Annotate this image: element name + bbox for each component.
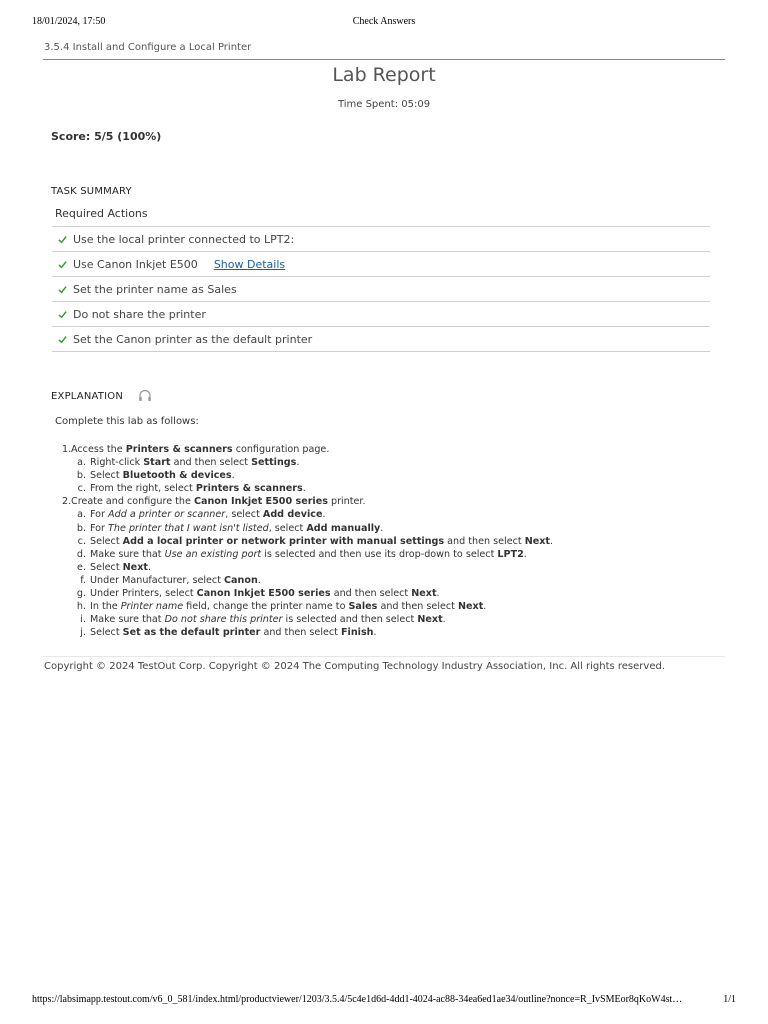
step-text-fragment: Bluetooth & devices (122, 470, 232, 482)
substep-letter: e. (77, 561, 86, 573)
step-text-fragment: . (147, 561, 152, 573)
step-text-fragment: . (550, 535, 554, 547)
step-text (71, 443, 329, 456)
step-text-fragment: . (483, 601, 487, 613)
score: Score: 5/5 (100%) (51, 130, 162, 143)
headphones-icon[interactable] (138, 389, 152, 402)
substep-item (62, 469, 722, 482)
substep-text (90, 508, 326, 521)
substep-letter: j. (80, 627, 86, 639)
step-text-fragment: Make sure that (90, 614, 165, 626)
substep-text (90, 613, 446, 626)
step-text-fragment: . (523, 548, 527, 560)
substep-item (62, 522, 722, 535)
step-item (62, 443, 722, 456)
step-text-fragment: From the right, select (90, 483, 196, 495)
step-text-fragment: is selected and then use its drop-down to select (261, 548, 498, 560)
step-text-fragment: and then select (377, 601, 458, 613)
substep-text (90, 574, 261, 587)
show-details-link[interactable]: Show Details (213, 257, 286, 271)
step-text-fragment: . (296, 457, 300, 469)
action-text: Set the Canon printer as the default printer (73, 332, 313, 346)
print-title: Check Answers (352, 16, 416, 27)
page-title: Lab Report (332, 64, 436, 86)
action-row (52, 302, 710, 327)
step-text-fragment: Next (122, 561, 148, 573)
action-row (52, 227, 710, 252)
check-icon (58, 310, 67, 319)
check-icon (58, 235, 67, 244)
step-text-fragment: Finish (340, 627, 374, 639)
substep-text (90, 469, 235, 482)
substep-text (90, 548, 527, 561)
step-number: 1. (62, 444, 72, 455)
substep-item (62, 456, 722, 469)
check-icon (58, 285, 67, 294)
substep-item (62, 508, 722, 521)
step-text-fragment: Under Manufacturer, select (90, 574, 225, 586)
required-actions-heading: Required Actions (55, 207, 148, 220)
substep-letter: b. (76, 522, 86, 534)
action-text: Use Canon Inkjet E500 (73, 257, 198, 271)
step-text-fragment: Next (524, 535, 551, 547)
step-text-fragment: Printers & scanners (125, 444, 233, 455)
step-text-fragment: Settings (251, 457, 297, 469)
time-spent: Time Spent: 05:09 (337, 99, 431, 110)
step-text-fragment: The printer that I want isn't listed (108, 522, 269, 534)
substep-text (90, 535, 553, 548)
step-text-fragment: Right-click (90, 457, 144, 469)
step-text-fragment: and then select (260, 627, 341, 639)
step-text-fragment: and then select (170, 457, 252, 469)
substep-item (62, 535, 722, 548)
step-text-fragment: Sales (348, 601, 378, 613)
footer-divider (43, 656, 725, 657)
action-row (52, 277, 710, 302)
substep-letter: a. (77, 457, 86, 469)
step-text-fragment: Add a printer or scanner (108, 509, 226, 521)
substep-text (90, 626, 377, 639)
step-text-fragment: is selected and then select (282, 614, 418, 626)
step-text-fragment: Canon (224, 574, 258, 586)
step-text-fragment: Use an existing port (164, 548, 262, 560)
step-text-fragment: configuration page. (232, 444, 330, 455)
step-text-fragment: Next (457, 601, 484, 613)
substep-item (62, 574, 722, 587)
step-text-fragment: Add a local printer or network printer with manual settings (122, 535, 445, 547)
substep-text (90, 522, 383, 535)
action-row (52, 252, 710, 277)
step-text-fragment: Canon Inkjet E500 series (193, 496, 328, 508)
step-text-fragment: Make sure that (90, 548, 165, 560)
print-datetime: 18/01/2024, 17:50 (32, 16, 106, 27)
check-icon (58, 260, 67, 269)
breadcrumb: 3.5.4 Install and Configure a Local Printer (44, 42, 252, 53)
substep-item (62, 482, 722, 495)
substep-text (90, 600, 486, 613)
step-text-fragment: Create and configure the (71, 496, 194, 508)
substep-text (90, 482, 306, 495)
step-text-fragment: Select (90, 535, 123, 547)
step-text-fragment: LPT2 (497, 548, 524, 560)
action-text: Use the local printer connected to LPT2: (73, 232, 295, 246)
step-text-fragment: In the (90, 601, 121, 613)
step-text-fragment: and then select (330, 588, 412, 600)
check-icon (58, 335, 67, 344)
substep-letter: i. (80, 614, 86, 626)
step-text (71, 495, 366, 508)
substep-letter: f. (80, 574, 86, 586)
step-text-fragment: For (90, 522, 109, 534)
substep-item (62, 626, 722, 639)
step-text-fragment: Under Printers, select (90, 588, 197, 600)
substep-letter: h. (76, 601, 86, 613)
step-text-fragment: . (231, 470, 235, 482)
step-text-fragment: Access the (71, 444, 126, 455)
substep-item (62, 561, 722, 574)
task-summary-heading: TASK SUMMARY (51, 186, 132, 197)
substep-text (90, 456, 299, 469)
substep-letter: c. (77, 535, 86, 547)
step-text-fragment: and then select (444, 535, 525, 547)
header-divider (43, 59, 725, 60)
step-text-fragment: Set as the default printer (122, 627, 261, 639)
step-text-fragment: . (380, 522, 384, 534)
explanation-steps (62, 443, 722, 639)
step-text-fragment: . (436, 588, 440, 600)
substep-letter: g. (76, 588, 86, 600)
step-text-fragment: Printers & scanners (195, 483, 303, 495)
step-text-fragment: , select (268, 522, 307, 534)
step-text-fragment: printer. (327, 496, 366, 508)
step-text-fragment: Select (90, 561, 123, 573)
step-text-fragment: Next (417, 614, 443, 626)
step-item (62, 495, 722, 508)
substep-item (62, 613, 722, 626)
page-number: 1/1 (723, 994, 736, 1005)
copyright: Copyright © 2024 TestOut Corp. Copyright © 2024 The Computing Technology Industry Association, Inc. All rights reserved. (44, 661, 666, 672)
print-header (32, 16, 736, 30)
substep-letter: c. (77, 483, 86, 495)
substep-text (90, 561, 151, 574)
step-text-fragment: , select (225, 509, 263, 521)
action-row (52, 327, 710, 352)
substep-letter: b. (76, 470, 86, 482)
substep-item (62, 600, 722, 613)
action-text: Do not share the printer (73, 307, 206, 321)
explanation-intro: Complete this lab as follows: (55, 416, 199, 427)
explanation-heading: EXPLANATION (51, 391, 123, 402)
substep-letter: a. (77, 509, 86, 521)
step-text-fragment: . (302, 483, 306, 495)
step-text-fragment: field, change the printer name to (183, 601, 349, 613)
step-text-fragment: . (322, 509, 326, 521)
step-text-fragment: Select (90, 627, 123, 639)
substep-letter: d. (76, 548, 86, 560)
substep-text (90, 587, 440, 600)
step-text-fragment: Add manually (306, 522, 381, 534)
step-text-fragment: Printer name (120, 601, 184, 613)
step-number: 2. (62, 496, 72, 508)
step-text-fragment: . (257, 574, 261, 586)
step-text-fragment: For (90, 509, 109, 521)
substep-item (62, 587, 722, 600)
step-text-fragment: . (442, 614, 446, 626)
step-text-fragment: Canon Inkjet E500 series (196, 588, 331, 600)
step-text-fragment: . (373, 627, 377, 639)
step-text-fragment: Start (143, 457, 171, 469)
print-footer (32, 994, 736, 1008)
step-text-fragment: Do not share this printer (164, 614, 283, 626)
step-text-fragment: Next (411, 588, 437, 600)
substep-item (62, 548, 722, 561)
step-text-fragment: Select (90, 470, 123, 482)
step-text-fragment: Add device (262, 509, 323, 521)
print-url: https://labsimapp.testout.com/v6_0_581/index.html/productviewer/1203/3.5.4/5c4e1d6d-4dd1-4024-ac88-34ea6ed1ae34/outline?nonce=R_IvSMEor8qKoW4st… (32, 994, 683, 1005)
required-actions-list (52, 226, 710, 352)
action-text: Set the printer name as Sales (73, 282, 237, 296)
